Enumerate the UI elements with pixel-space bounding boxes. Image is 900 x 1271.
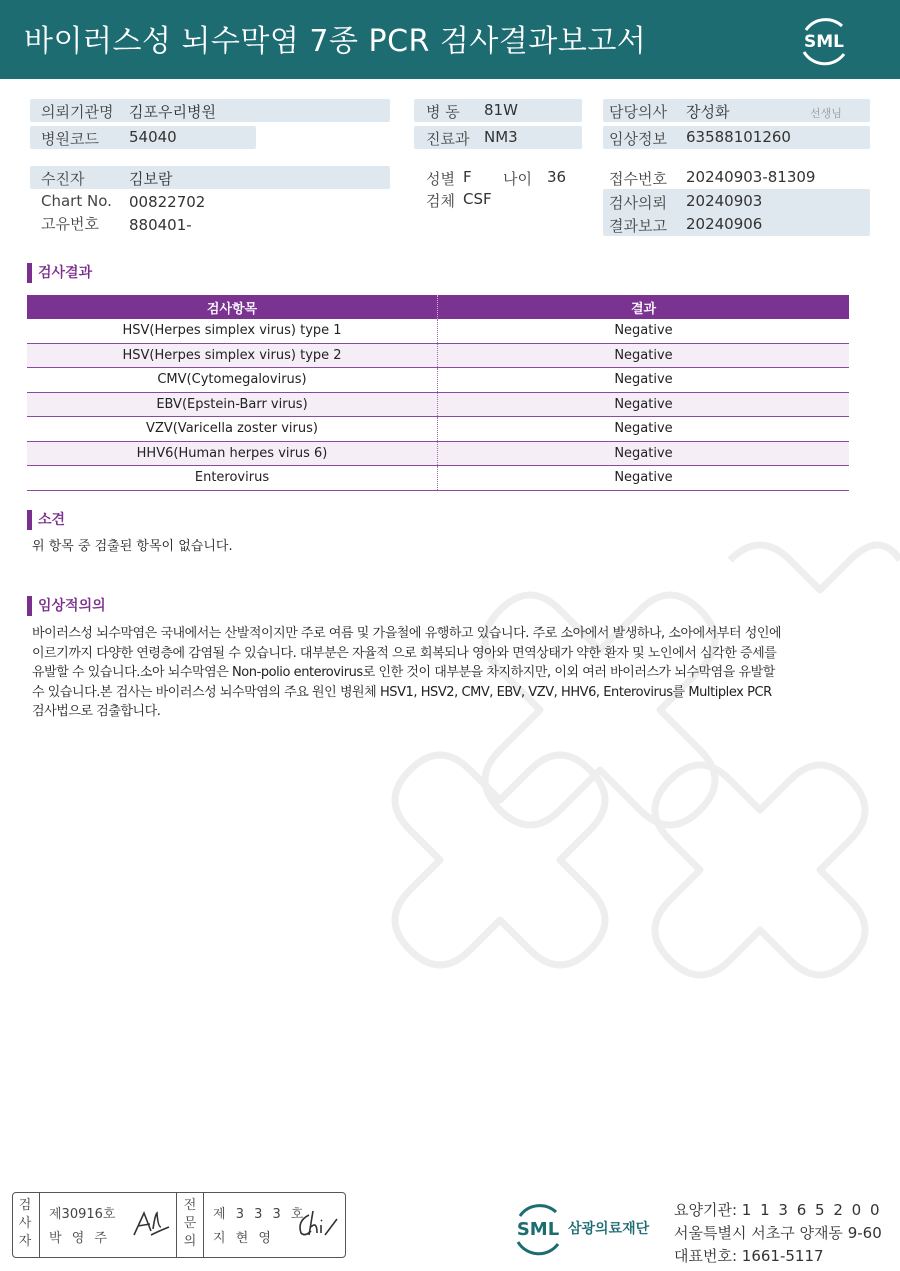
examiner-license: 제30916호	[49, 1207, 116, 1222]
specialist-license: 제 3 3 3 호	[213, 1207, 307, 1222]
test-result: Negative	[438, 466, 850, 491]
logo-text: SML	[804, 32, 844, 52]
test-result: Negative	[438, 392, 850, 417]
receipt-value: 20240903-81309	[686, 168, 816, 186]
unique-label: 고유번호	[41, 215, 99, 233]
address: 서울특별시 서초구 양재동 9-60	[674, 1224, 882, 1242]
test-result: Negative	[438, 441, 850, 466]
report-header	[0, 0, 900, 79]
table-row	[27, 319, 849, 343]
age-label: 나이	[503, 170, 532, 188]
test-item: HSV(Herpes simplex virus) type 2	[27, 343, 438, 368]
results-section-title: 검사결과	[27, 263, 92, 283]
specialist-vertical-label: 전 문 의	[183, 1198, 197, 1249]
sex-label: 성별	[426, 170, 455, 188]
table-row	[27, 368, 849, 393]
clinical-label: 임상정보	[609, 130, 667, 148]
clinical-value: 63588101260	[686, 128, 791, 146]
hospital-code-value: 54040	[129, 128, 177, 146]
receipt-label: 접수번호	[609, 170, 667, 188]
findings-text: 위 항목 중 검출된 항목이 없습니다.	[32, 539, 233, 554]
dept-label: 진료과	[426, 130, 470, 148]
watermark-graphic	[340, 540, 900, 1000]
test-item: CMV(Cytomegalovirus)	[27, 368, 438, 393]
findings-section-title: 소견	[27, 510, 65, 530]
examiner-signature-icon	[131, 1207, 171, 1241]
foundation-name: 삼광의료재단	[568, 1221, 650, 1237]
doctor-suffix: 선생님	[810, 107, 842, 120]
table-row	[27, 343, 849, 368]
specialist-name: 지 현 영	[213, 1231, 274, 1246]
age-value: 36	[547, 168, 567, 186]
table-row	[27, 417, 849, 442]
signature-box	[12, 1192, 346, 1258]
column-header-result: 결과	[438, 295, 850, 319]
results-table	[27, 295, 849, 491]
column-header-item: 검사항목	[27, 295, 438, 319]
specimen-label: 검체	[426, 192, 455, 210]
test-item: Enterovirus	[27, 466, 438, 491]
report-date-value: 20240906	[686, 215, 763, 233]
dept-value: NM3	[484, 128, 518, 146]
clinical-line: 검사법으로 검출합니다.	[32, 704, 161, 719]
care-label: 요양기관:	[674, 1201, 738, 1219]
test-result: Negative	[438, 319, 850, 343]
foundation-logo	[510, 1200, 660, 1256]
clinical-line: 수 있습니다.본 검사는 바이러스성 뇌수막염의 주요 원인 병원체 HSV1, HSV2, CMV, EBV, VZV, HHV6, Enterovirus를 Multiplex PCR	[32, 684, 772, 700]
table-row	[27, 392, 849, 417]
request-label: 검사의뢰	[609, 194, 667, 212]
specimen-value: CSF	[463, 190, 492, 208]
chart-label: Chart No.	[41, 192, 112, 210]
ward-value: 81W	[484, 101, 518, 119]
hospital-code-label: 병원코드	[41, 130, 99, 148]
specialist-signature-icon	[295, 1207, 339, 1241]
test-item: EBV(Epstein-Barr virus)	[27, 392, 438, 417]
sml-footer-logo-icon	[510, 1200, 566, 1256]
phone-info	[674, 1245, 824, 1266]
test-result: Negative	[438, 368, 850, 393]
patient-label: 수진자	[41, 170, 85, 188]
institution-label: 의뢰기관명	[41, 103, 114, 121]
clinical-section-title: 임상적의의	[27, 596, 106, 616]
test-item: HSV(Herpes simplex virus) type 1	[27, 319, 438, 343]
table-row	[27, 441, 849, 466]
clinical-text	[32, 624, 852, 722]
test-result: Negative	[438, 417, 850, 442]
phone-number: 1661-5117	[741, 1247, 824, 1265]
sml-logo-icon	[796, 12, 852, 68]
examiner-vertical-label: 검 사 자	[18, 1198, 32, 1249]
clinical-line: 바이러스성 뇌수막염은 국내에서는 산발적이지만 주로 여름 및 가을철에 유행하고 있습니다. 주로 소아에서 발생하나, 소아에서부터 성인에	[32, 626, 782, 641]
request-value: 20240903	[686, 192, 763, 210]
sex-value: F	[463, 168, 472, 186]
footer-logo-text: SML	[516, 1219, 560, 1240]
test-item: HHV6(Human herpes virus 6)	[27, 441, 438, 466]
report-date-label: 결과보고	[609, 217, 667, 235]
clinical-line: 이르기까지 다양한 연령층에 감염될 수 있습니다. 대부분은 자율적 으로 회복되나 영아와 면역상태가 약한 환자 및 노인에서 심각한 증세를	[32, 645, 777, 661]
test-item: VZV(Varicella zoster virus)	[27, 417, 438, 442]
doctor-value: 장성화	[686, 103, 730, 121]
ward-label: 병 동	[426, 103, 460, 121]
chart-value: 00822702	[129, 193, 206, 211]
doctor-label: 담당의사	[609, 103, 667, 121]
patient-value: 김보람	[129, 170, 173, 188]
care-number: 1 1 3 6 5 2 0 0	[741, 1201, 882, 1219]
institution-value: 김포우리병원	[129, 103, 216, 121]
care-institution	[674, 1199, 882, 1220]
phone-label: 대표번호:	[674, 1247, 738, 1265]
clinical-line: 유발할 수 있습니다.소아 뇌수막염은 Non-polio enterovirus로 인한 것이 대부분을 차지하지만, 이외 여러 바이러스가 뇌수막염을 유발할	[32, 665, 775, 680]
examiner-name: 박 영 주	[49, 1231, 110, 1246]
unique-value: 880401-	[129, 216, 192, 234]
table-row	[27, 466, 849, 491]
results-header-row	[27, 295, 849, 319]
report-title: 바이러스성 뇌수막염 7종 PCR 검사결과보고서	[24, 24, 647, 59]
test-result: Negative	[438, 343, 850, 368]
